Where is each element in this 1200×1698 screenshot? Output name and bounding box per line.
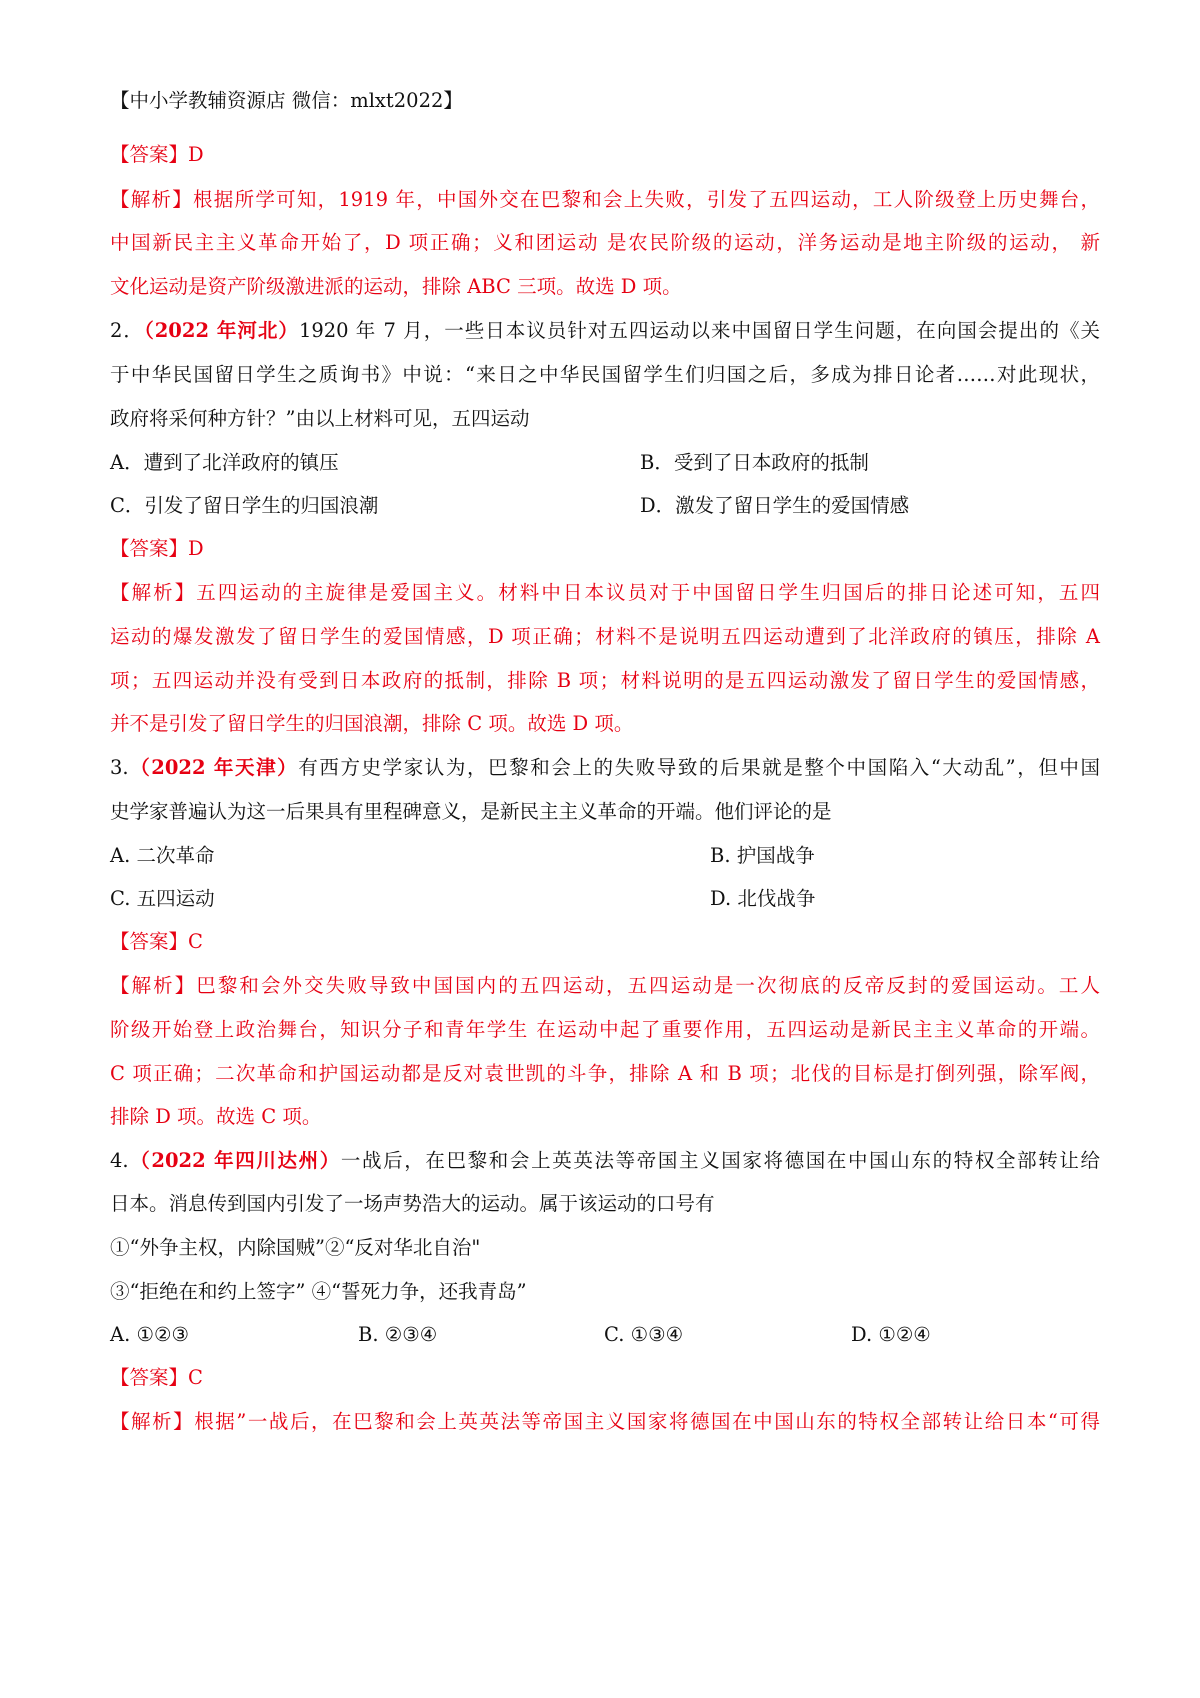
q3-options-row: [110, 844, 1100, 868]
option-d: D. ①②④: [851, 1323, 931, 1346]
question-number: 2．: [110, 319, 144, 342]
q3-analysis-line: C 项正确；二次革命和护国运动都是反对袁世凯的斗争，排除 A 和 B 项；北伐的目标是打倒列强，除军阀，: [110, 1062, 1100, 1085]
q3-options-row: [110, 887, 1100, 911]
q2-options-row: [110, 451, 1100, 475]
option-d: D．激发了留日学生的爱国情感: [640, 494, 910, 517]
q1-analysis-line: 【解析】根据所学可知，1919 年，中国外交在巴黎和会上失败，引发了五四运动，工人阶级登上历史舞台，: [110, 188, 1100, 211]
answer-label: 【答案】: [110, 537, 189, 560]
option-c: C．引发了留日学生的归国浪潮: [110, 494, 379, 517]
q1-answer: [110, 143, 1100, 167]
question-source: （2022 年四川达州）: [128, 1149, 341, 1172]
q3-stem: 3.（2022 年天津）有西方史学家认为，巴黎和会上的失败导致的后果就是整个中国陷入“大动乱”，但中国: [110, 756, 1100, 779]
q3-answer: [110, 930, 1100, 954]
q2-analysis-line: 并不是引发了留日学生的归国浪潮，排除 C 项。故选 D 项。: [110, 712, 634, 735]
q4-stem: 4.（2022 年四川达州）一战后，在巴黎和会上英英法等帝国主义国家将德国在中国山东的特权全部转让给: [110, 1149, 1100, 1172]
q2-stem-line: 于中华民国留日学生之质询书》中说：“来日之中华民国留学生们归国之后，多成为排日论者……对此现状，: [110, 363, 1100, 386]
analysis-label: 【解析】: [110, 1410, 195, 1433]
question-source: （2022 年河北）: [143, 319, 299, 342]
option-b: B．受到了日本政府的抵制: [640, 451, 869, 474]
q4-slogans-line: ③“拒绝在和约上签字” ④“誓死力争，还我青岛”: [110, 1280, 527, 1303]
q2-stem: 2．（2022 年河北）1920 年 7 月，一些日本议员针对五四运动以来中国留日学生问题，在向国会提出的《关: [110, 319, 1100, 342]
answer-value: C: [188, 1366, 203, 1389]
question-number: 3.: [110, 756, 129, 779]
option-b: B. ②③④: [358, 1323, 438, 1346]
q2-analysis-line: 运动的爆发激发了留日学生的爱国情感，D 项正确；材料不是说明五四运动遭到了北洋政府的镇压，排除 A: [110, 625, 1100, 648]
option-c: C. 五四运动: [110, 887, 215, 910]
header-banner: 【中小学教辅资源店 微信：mlxt2022】: [110, 89, 463, 112]
q1-analysis-line: 文化运动是资产阶级激进派的运动，排除 ABC 三项。故选 D 项。: [110, 275, 682, 298]
q3-analysis-line: 阶级开始登上政治舞台，知识分子和青年学生 在运动中起了重要作用，五四运动是新民主主义革命的开端。: [110, 1018, 1100, 1041]
q3-stem-line: 史学家普遍认为这一后果具有里程碑意义，是新民主主义革命的开端。他们评论的是: [110, 800, 832, 823]
question-number: 4.: [110, 1149, 129, 1172]
analysis-label: 【解析】: [110, 188, 194, 211]
answer-value: C: [188, 930, 203, 953]
analysis-label: 【解析】: [110, 581, 197, 604]
q2-answer: [110, 537, 1100, 561]
answer-label: 【答案】: [110, 1366, 189, 1389]
q4-slogans-line: ①“外争主权，内除国贼”②“反对华北自治": [110, 1236, 481, 1259]
q4-stem-line: 日本。消息传到国内引发了一场声势浩大的运动。属于该运动的口号有: [110, 1192, 715, 1215]
answer-label: 【答案】: [110, 930, 189, 953]
q1-analysis-line: 中国新民主主义革命开始了，D 项正确；义和团运动 是农民阶级的运动，洋务运动是地主阶级的运动， 新: [110, 231, 1100, 254]
option-d: D. 北伐战争: [710, 887, 816, 910]
option-a: A．遭到了北洋政府的镇压: [110, 451, 339, 474]
option-a: A. ①②③: [110, 1323, 189, 1346]
q2-analysis-line: 【解析】五四运动的主旋律是爱国主义。材料中日本议员对于中国留日学生归国后的排日论述可知，五四: [110, 581, 1100, 604]
option-b: B. 护国战争: [710, 844, 815, 867]
q3-analysis-line: 排除 D 项。故选 C 项。: [110, 1105, 322, 1128]
analysis-label: 【解析】: [110, 974, 197, 997]
q2-analysis-line: 项；五四运动并没有受到日本政府的抵制，排除 B 项；材料说明的是五四运动激发了留日学生的爱国情感，: [110, 669, 1100, 692]
question-source: （2022 年天津）: [128, 756, 299, 779]
q4-analysis-line: 【解析】根据”一战后，在巴黎和会上英英法等帝国主义国家将德国在中国山东的特权全部转让给日本“可得: [110, 1410, 1100, 1433]
q2-stem-line: 政府将采何种方针？”由以上材料可见，五四运动: [110, 407, 530, 430]
answer-label: 【答案】: [110, 143, 189, 166]
q3-analysis-line: 【解析】巴黎和会外交失败导致中国国内的五四运动，五四运动是一次彻底的反帝反封的爱国运动。工人: [110, 974, 1100, 997]
q2-options-row: [110, 494, 1100, 518]
answer-value: D: [188, 537, 204, 560]
answer-value: D: [188, 143, 204, 166]
q4-answer: [110, 1366, 1100, 1390]
option-c: C. ①③④: [604, 1323, 684, 1346]
option-a: A. 二次革命: [110, 844, 215, 867]
